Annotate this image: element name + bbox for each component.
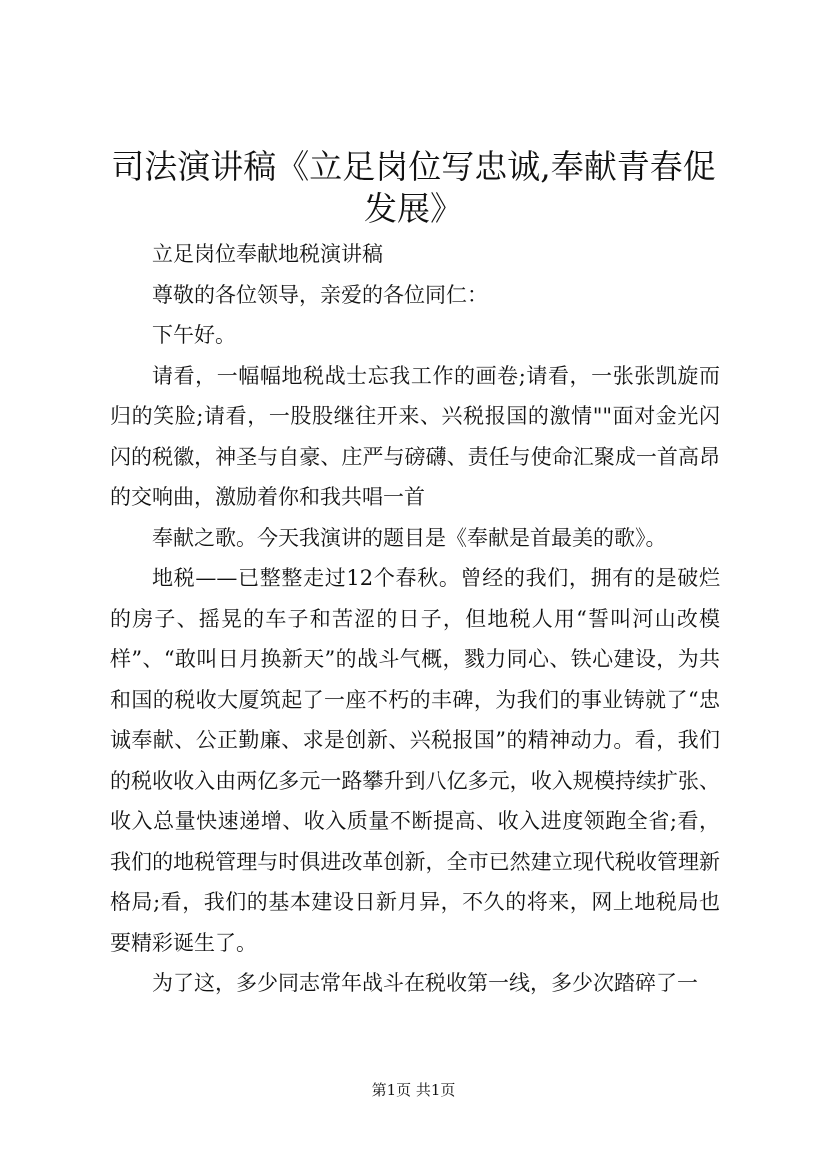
paragraph: 地税——已整整走过12个春秋。曾经的我们，拥有的是破烂的房子、摇晃的车子和苦涩的日子，但地税人用“誓叫河山改模样”、“敢叫日月换新天”的战斗气概，戮力同心、铁心建设，为共和国的税收大厦筑起了一座不朽的丰碑，为我们的事业铸就了“忠诚奉献、公正勤廉、求是创新、兴税报国”的精神动力。看，我们的税收收入由两亿多元一路攀升到八亿多元，收入规模持续扩张、收入总量快速递增、收入质量不断提高、收入进度领跑全省;看，我们的地税管理与时俱进改革创新，全市已然建立现代税收管理新格局;看，我们的基本建设日新月异，不久的将来，网上地税局也要精彩诞生了。 <box>110 566 720 955</box>
paragraph: 尊敬的各位领导，亲爱的各位同仁： <box>152 282 488 307</box>
paragraph: 立足岗位奉献地税演讲稿 <box>152 242 383 266</box>
page-footer: 第1页 共1页 <box>371 1081 456 1099</box>
paragraph: 下午好。 <box>152 323 236 347</box>
document-body <box>110 234 720 1004</box>
paragraph: 为了这，多少同志常年战斗在税收第一线，多少次踏碎了一 <box>152 971 698 995</box>
paragraph: 请看，一幅幅地税战士忘我工作的画卷;请看，一张张凯旋而归的笑脸;请看，一股股继往开来、兴税报国的激情""面对金光闪闪的税徽，神圣与自豪、庄严与磅礴、责任与使命汇聚成一首高昂的交响曲，激励着你和我共唱一首 <box>110 363 720 509</box>
paragraph: 奉献之歌。今天我演讲的题目是《奉献是首最美的歌》。 <box>152 525 667 550</box>
page-title: 司法演讲稿《立足岗位写忠诚,奉献青春促发展》 <box>111 147 716 228</box>
